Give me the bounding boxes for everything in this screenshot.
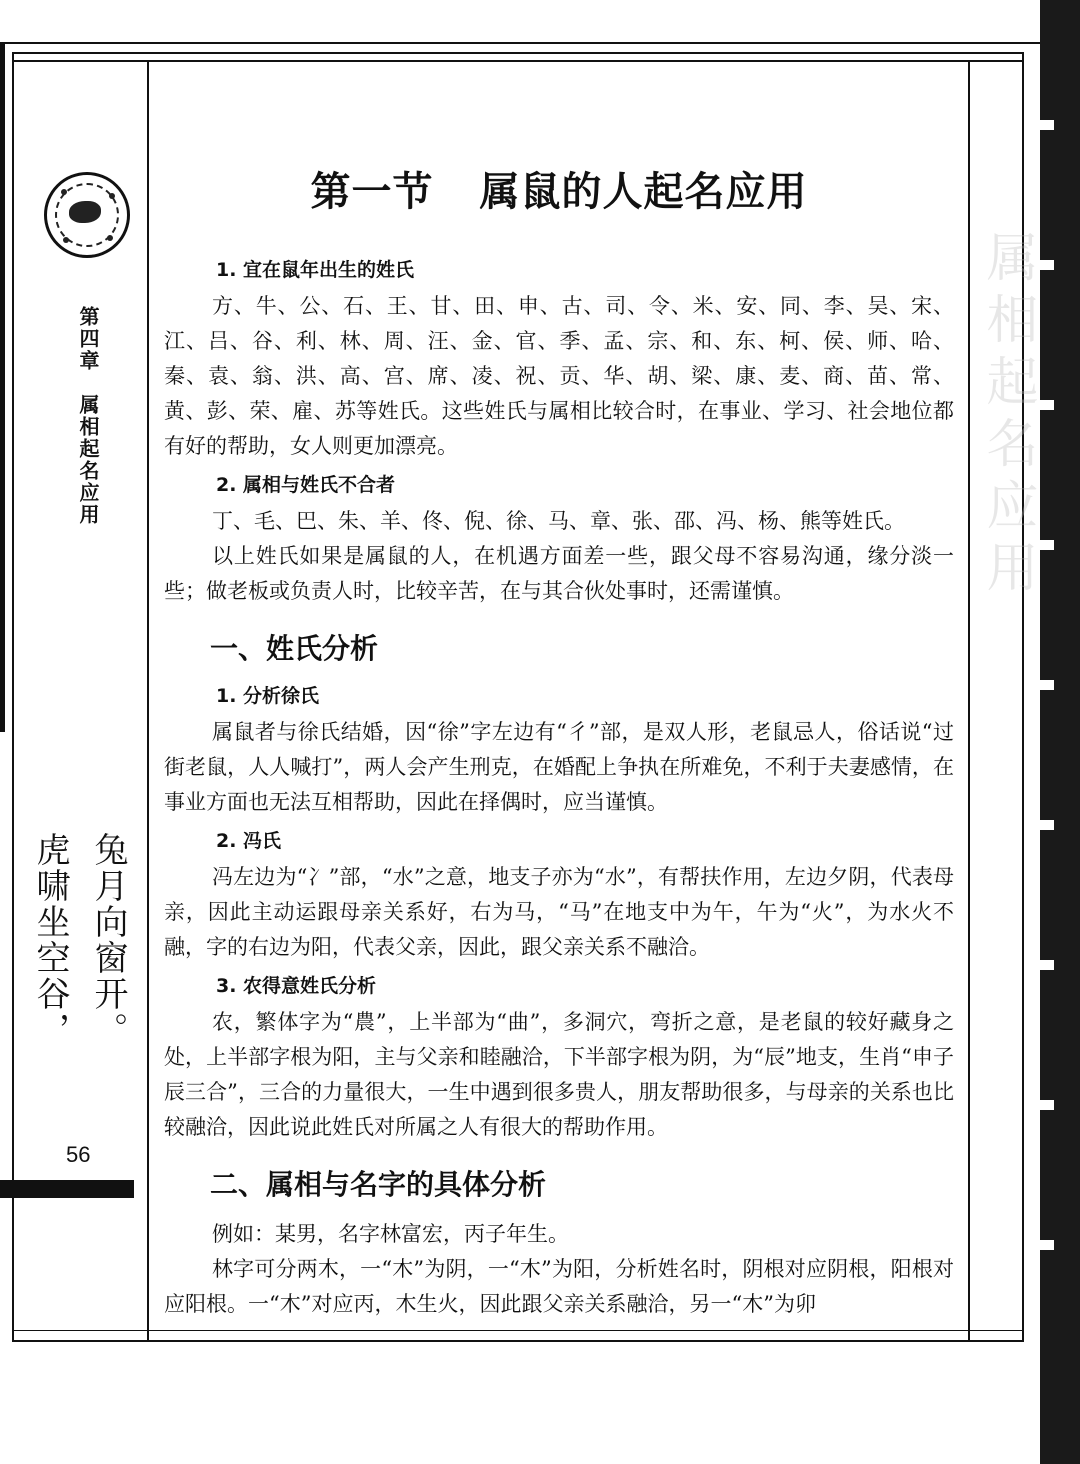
strip-notch <box>1040 820 1054 830</box>
poem-line: 兔月向窗开。 <box>88 832 128 1048</box>
strip-notch <box>1040 120 1054 130</box>
heading: 一、姓氏分析 <box>210 632 379 665</box>
page-frame-inner-rule <box>12 60 1024 62</box>
subheading: 1. 分析徐氏 <box>216 685 320 707</box>
subheading: 3. 农得意姓氏分析 <box>216 975 377 997</box>
strip-notch <box>1040 1100 1054 1110</box>
section-heading: 属鼠的人起名应用 <box>479 169 808 215</box>
paragraph: 林字可分两木，一“木”为阴，一“木”为阳，分析姓名时，阴根对应阴根，阳根对应阳根。一“木”对应丙，木生火，因此跟父亲关系融洽，另一“木”为卯 <box>164 1257 954 1316</box>
paragraph: 属鼠者与徐氏结婚，因“徐”字左边有“彳”部，是双人形，老鼠忌人，俗话说“过街老鼠，人人喊打”，两人会产生刑克，在婚配上争执在所难免，不利于夫妻感情，在事业方面也无法互相帮助，因此在择偶时，应当谨慎。 <box>164 720 954 814</box>
strip-notch <box>1040 1240 1054 1250</box>
rat-medallion-icon <box>44 172 130 258</box>
strip-notch <box>1040 960 1054 970</box>
sidebar-divider <box>147 60 149 1342</box>
content-right-rule <box>968 60 970 1342</box>
page-bottom-rule <box>12 1330 1024 1331</box>
decorative-watermark-text: 属相起名应用 <box>977 230 1037 602</box>
subheading: 2. 冯氏 <box>216 830 282 852</box>
subheading: 2. 属相与姓氏不合者 <box>216 474 396 496</box>
chapter-label: 第四章 属相起名应用 <box>76 306 100 526</box>
section-number: 第一节 <box>310 169 434 215</box>
paragraph: 以上姓氏如果是属鼠的人，在机遇方面差一些，跟父母不容易沟通，缘分淡一些；做老板或负责人时，比较辛苦，在与其合伙处事时，还需谨慎。 <box>164 544 954 603</box>
paragraph: 方、牛、公、石、王、甘、田、申、古、司、令、米、安、同、李、吴、宋、江、吕、谷、利、林、周、汪、金、官、季、孟、宗、和、东、柯、侯、师、哈、秦、袁、翁、洪、高、宫、席、凌、祝、贡、华、胡、梁、康、麦、商、苗、常、黄、彭、荣、雇、苏等姓氏。这些姓氏与属相比较合时，在事业、学习、社会地位都有好的帮助，女人则更加漂亮。 <box>164 294 954 458</box>
page-top-rule <box>0 42 1040 44</box>
paragraph: 丁、毛、巴、朱、羊、佟、倪、徐、马、章、张、邵、冯、杨、熊等姓氏。 <box>212 509 905 533</box>
paragraph: 冯左边为“冫”部，“水”之意，地支子亦为“水”，有帮扶作用，左边夕阴，代表母亲，因此主动运跟母亲关系好，右为马，“马”在地支中为午，午为“火”，为水火不融，字的右边为阳，代表父亲，因此，跟父亲关系不融洽。 <box>164 865 954 959</box>
strip-notch <box>1040 400 1054 410</box>
page-number-bar <box>0 1180 134 1198</box>
subheading: 1. 宜在鼠年出生的姓氏 <box>216 259 415 281</box>
main-content <box>164 160 954 1322</box>
paragraph: 例如：某男，名字林富宏，丙子年生。 <box>212 1222 569 1246</box>
strip-notch <box>1040 540 1054 550</box>
poem-line: 虎啸坐空谷， <box>30 832 70 1048</box>
page-left-rule <box>0 42 5 732</box>
strip-notch <box>1040 260 1054 270</box>
page-number: 56 <box>66 1142 91 1167</box>
paragraph: 农，繁体字为“農”，上半部为“曲”，多洞穴，弯折之意，是老鼠的较好藏身之处，上半部字根为阳，主与父亲和睦融洽，下半部字根为阴，为“辰”地支，生肖“申子辰三合”，三合的力量很大，一生中遇到很多贵人，朋友帮助很多，与母亲的关系也比较融洽，因此说此姓氏对所属之人有很大的帮助作用。 <box>164 1010 954 1139</box>
section-title <box>164 160 954 217</box>
heading: 二、属相与名字的具体分析 <box>210 1168 547 1201</box>
strip-notch <box>1040 680 1054 690</box>
